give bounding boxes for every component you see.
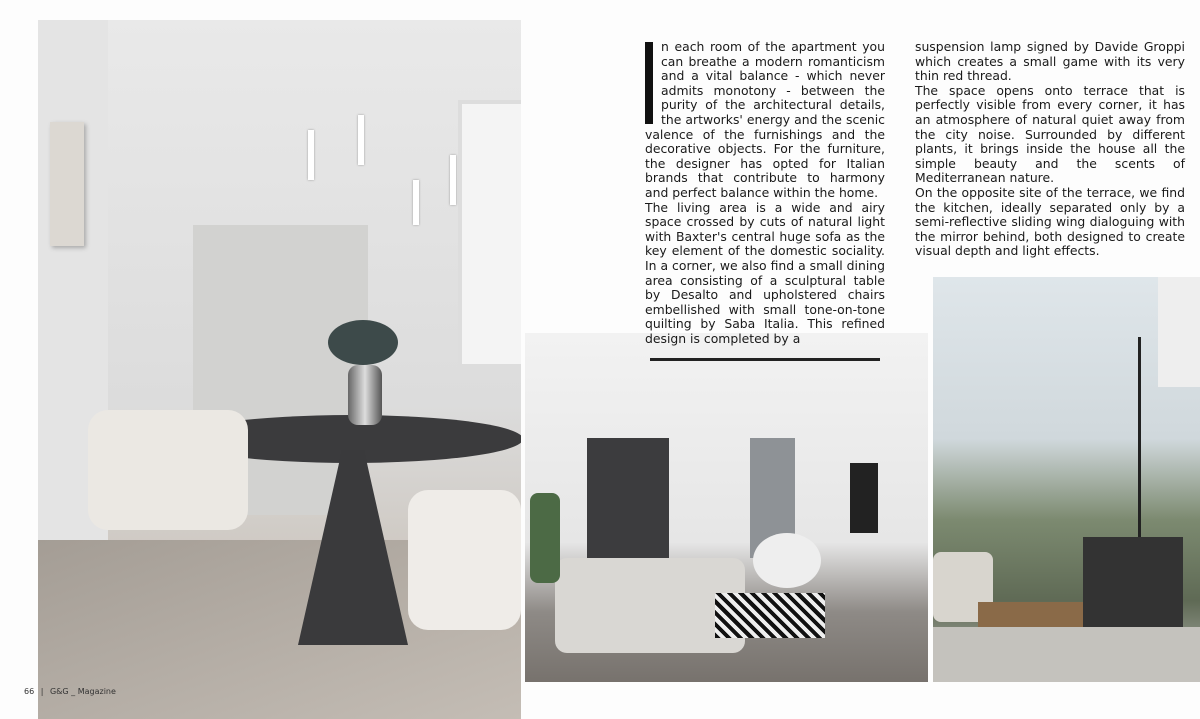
article-paragraph: On the opposite site of the terrace, we find the kitchen, ideally separated only by a semi-reflective sliding wing dialoguing with the mirror behind, both designed to create visual depth and light effects. <box>915 184 1185 259</box>
article-paragraph: The living area is a wide and airy space crossed by cuts of natural light with Baxter's central huge sofa as the key element of the domestic sociality. In a corner, we also find a small dining area consisting of a sculptural table by Desalto and upholstered chairs embellished with small tone-on-tone quilting by Saba Italia. This refined design is completed by a <box>645 199 885 346</box>
living-room-photo <box>525 333 928 682</box>
dining-room-photo <box>38 20 521 719</box>
dropcap <box>645 42 653 124</box>
article-paragraph: suspension lamp signed by Davide Groppi which creates a small game with its very thin red thread. <box>915 39 1185 84</box>
article-column-1 <box>645 40 885 346</box>
page-number: 66 <box>24 687 35 696</box>
page-footer <box>24 687 116 696</box>
footer-separator: | <box>40 687 44 696</box>
terrace-photo <box>933 277 1200 682</box>
article-paragraph: n each room of the apartment you can breathe a modern romanticism and a vital balance - which never admits monotony - between the purity of the architectural details, the artworks' energy and the scenic valence of the furnishings and the decorative objects. For the furniture, the designer has opted for Italian brands that contribute to harmony and perfect balance within the home. <box>645 39 885 200</box>
article-paragraph: The space opens onto terrace that is perfectly visible from every corner, it has an atmosphere of natural quiet away from the city noise. Surrounded by different plants, it brings inside the house all the simple beauty and the scents of Mediterranean nature. <box>915 82 1185 186</box>
magazine-name: G&G _ Magazine <box>49 687 116 696</box>
article-column-2 <box>915 40 1185 259</box>
